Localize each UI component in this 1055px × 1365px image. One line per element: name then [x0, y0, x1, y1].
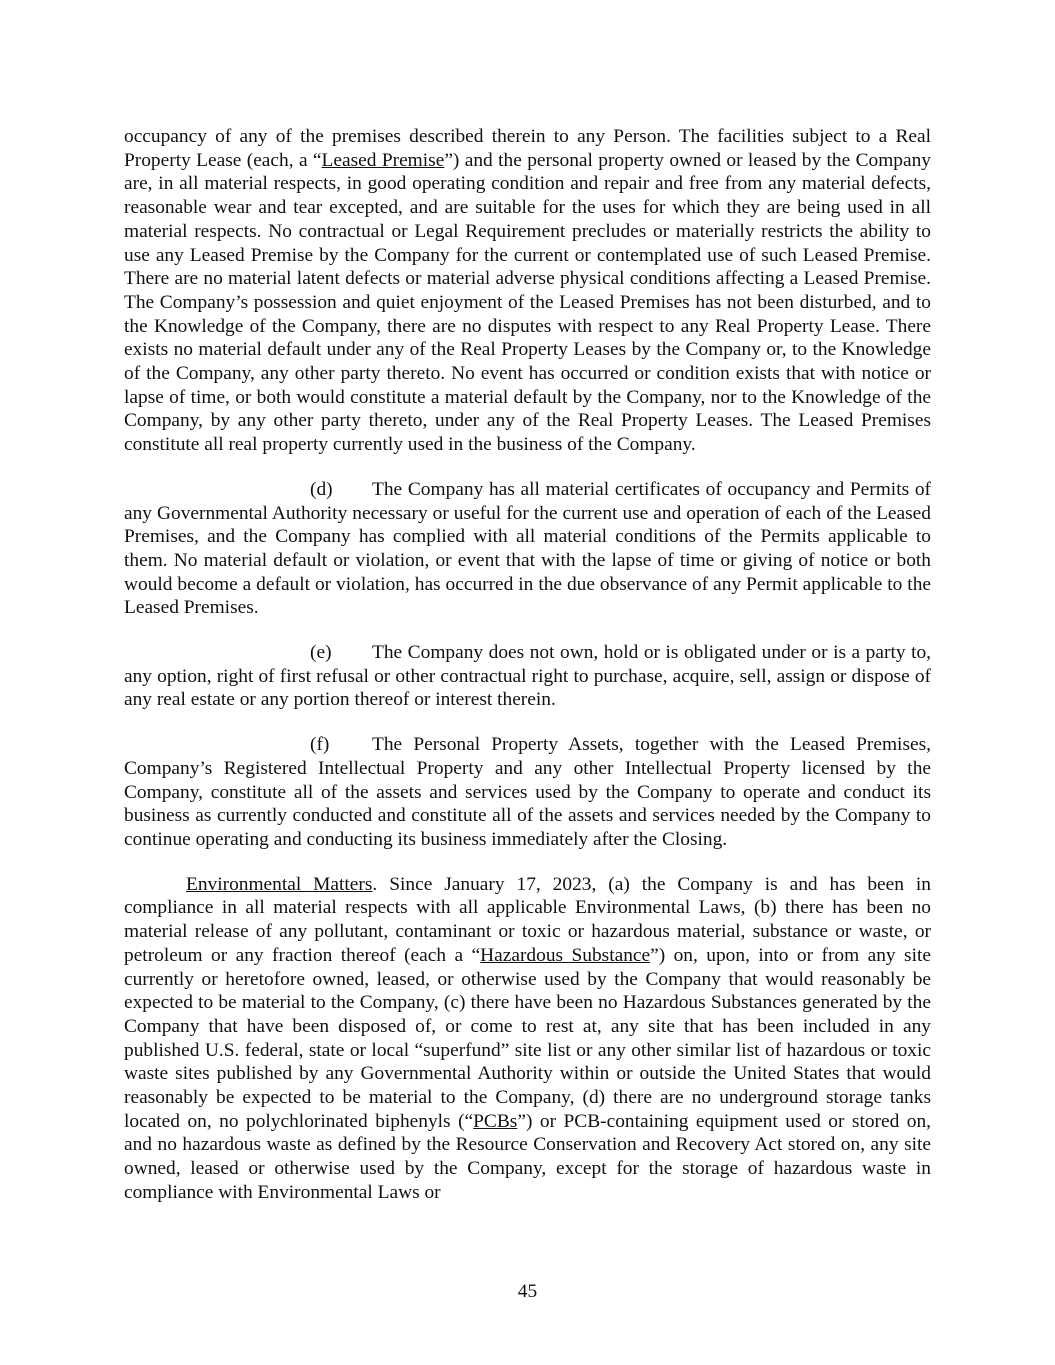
paragraph-text: The Company does not own, hold or is obligated under or is a party to, any option, right of first refusal or other contractual right to purchase, acquire, sell, assign or dispose of any real estate or any portion thereof or interest therein. [124, 642, 931, 711]
defined-term-leased-premise: Leased Premise [321, 149, 445, 171]
defined-term-pcbs: PCBs [473, 1110, 518, 1132]
paragraph-text: The Personal Property Assets, together with the Leased Premises, Company’s Registered Intellectual Property and any other Intellectual Property licensed by the Company, constitute all of the assets and services used by the Company to operate and conduct its business as currently conducted and constitute all of the assets and services needed by the Company to continue operating and conducting its business immediately after the Closing. [124, 734, 931, 850]
paragraph-f-sufficiency-of-assets [124, 733, 931, 852]
defined-term-hazardous-substance: Hazardous Substance [480, 944, 651, 966]
paragraph-leased-premises [124, 125, 931, 457]
clause-label-f: (f) [310, 734, 330, 756]
paragraph-text: . Since January 17, 2023, (a) the Company is and has been in compliance in all material respects with all applicable Environmental Laws, (b) there has been no material release of any pollutant, contaminant or toxic or hazardous material, substance or waste, or petroleum or any fraction thereof (each a “ [124, 873, 931, 966]
paragraph-e-real-estate-options [124, 641, 931, 712]
clause-label-d: (d) [310, 478, 333, 500]
paragraph-text: ”) on, upon, into or from any site currently or heretofore owned, leased, or otherwise used by the Company that would reasonably be expected to be material to the Company, (c) there have been no Hazardous Substances generated by the Company that have been disposed of, or come to rest at, any site that has been included in any published U.S. federal, state or local “superfund” site list or any other similar list of hazardous or toxic waste sites published by any Governmental Authority within or outside the United States that would reasonably be expected to be material to the Company, (d) there are no underground storage tanks located on, no polychlorinated biphenyls (“ [124, 944, 931, 1132]
paragraph-text: occupancy of any of the premises described therein to any Person. The facilities subject to a Real Property Lease (each, a “ [124, 126, 931, 171]
paragraph-text: ”) or PCB-containing equipment used or stored on, and no hazardous waste as defined by the Resource Conservation and Recovery Act stored on, any site owned, leased or otherwise used by the Company, except for the storage of hazardous waste in compliance with Environmental Laws or [124, 1110, 931, 1203]
paragraph-d-permits [124, 478, 931, 620]
document-body [124, 125, 931, 1226]
section-heading-environmental-matters: Environmental Matters [186, 873, 373, 895]
paragraph-environmental-matters [124, 873, 931, 1205]
paragraph-text: ”) and the personal property owned or leased by the Company are, in all material respects, in good operating condition and repair and free from any material defects, reasonable wear and tear excepted, and are suitable for the uses for which they are being used in all material respects. No contractual or Legal Requirement precludes or materially restricts the ability to use any Leased Premise by the Company for the current or contemplated use of such Leased Premise. There are no material latent defects or material adverse physical conditions affecting a Leased Premise. The Company’s possession and quiet enjoyment of the Leased Premises has not been disturbed, and to the Knowledge of the Company, there are no disputes with respect to any Real Property Lease. There exists no material default under any of the Real Property Leases by the Company or, to the Knowledge of the Company, any other party thereto. No event has occurred or condition exists that with notice or lapse of time, or both would constitute a material default by the Company, nor to the Knowledge of the Company, by any other party thereto, under any of the Real Property Leases. The Leased Premises constitute all real property currently used in the business of the Company. [124, 149, 932, 456]
clause-label-e: (e) [310, 642, 332, 664]
page-number: 45 [517, 1281, 538, 1302]
paragraph-text: The Company has all material certificates of occupancy and Permits of any Governmental Authority necessary or useful for the current use and operation of each of the Leased Premises, and the Company has complied with all material conditions of the Permits applicable to them. No material default or violation, or event that with the lapse of time or giving of notice or both would become a default or violation, has occurred in the due observance of any Permit applicable to the Leased Premises. [124, 478, 931, 619]
